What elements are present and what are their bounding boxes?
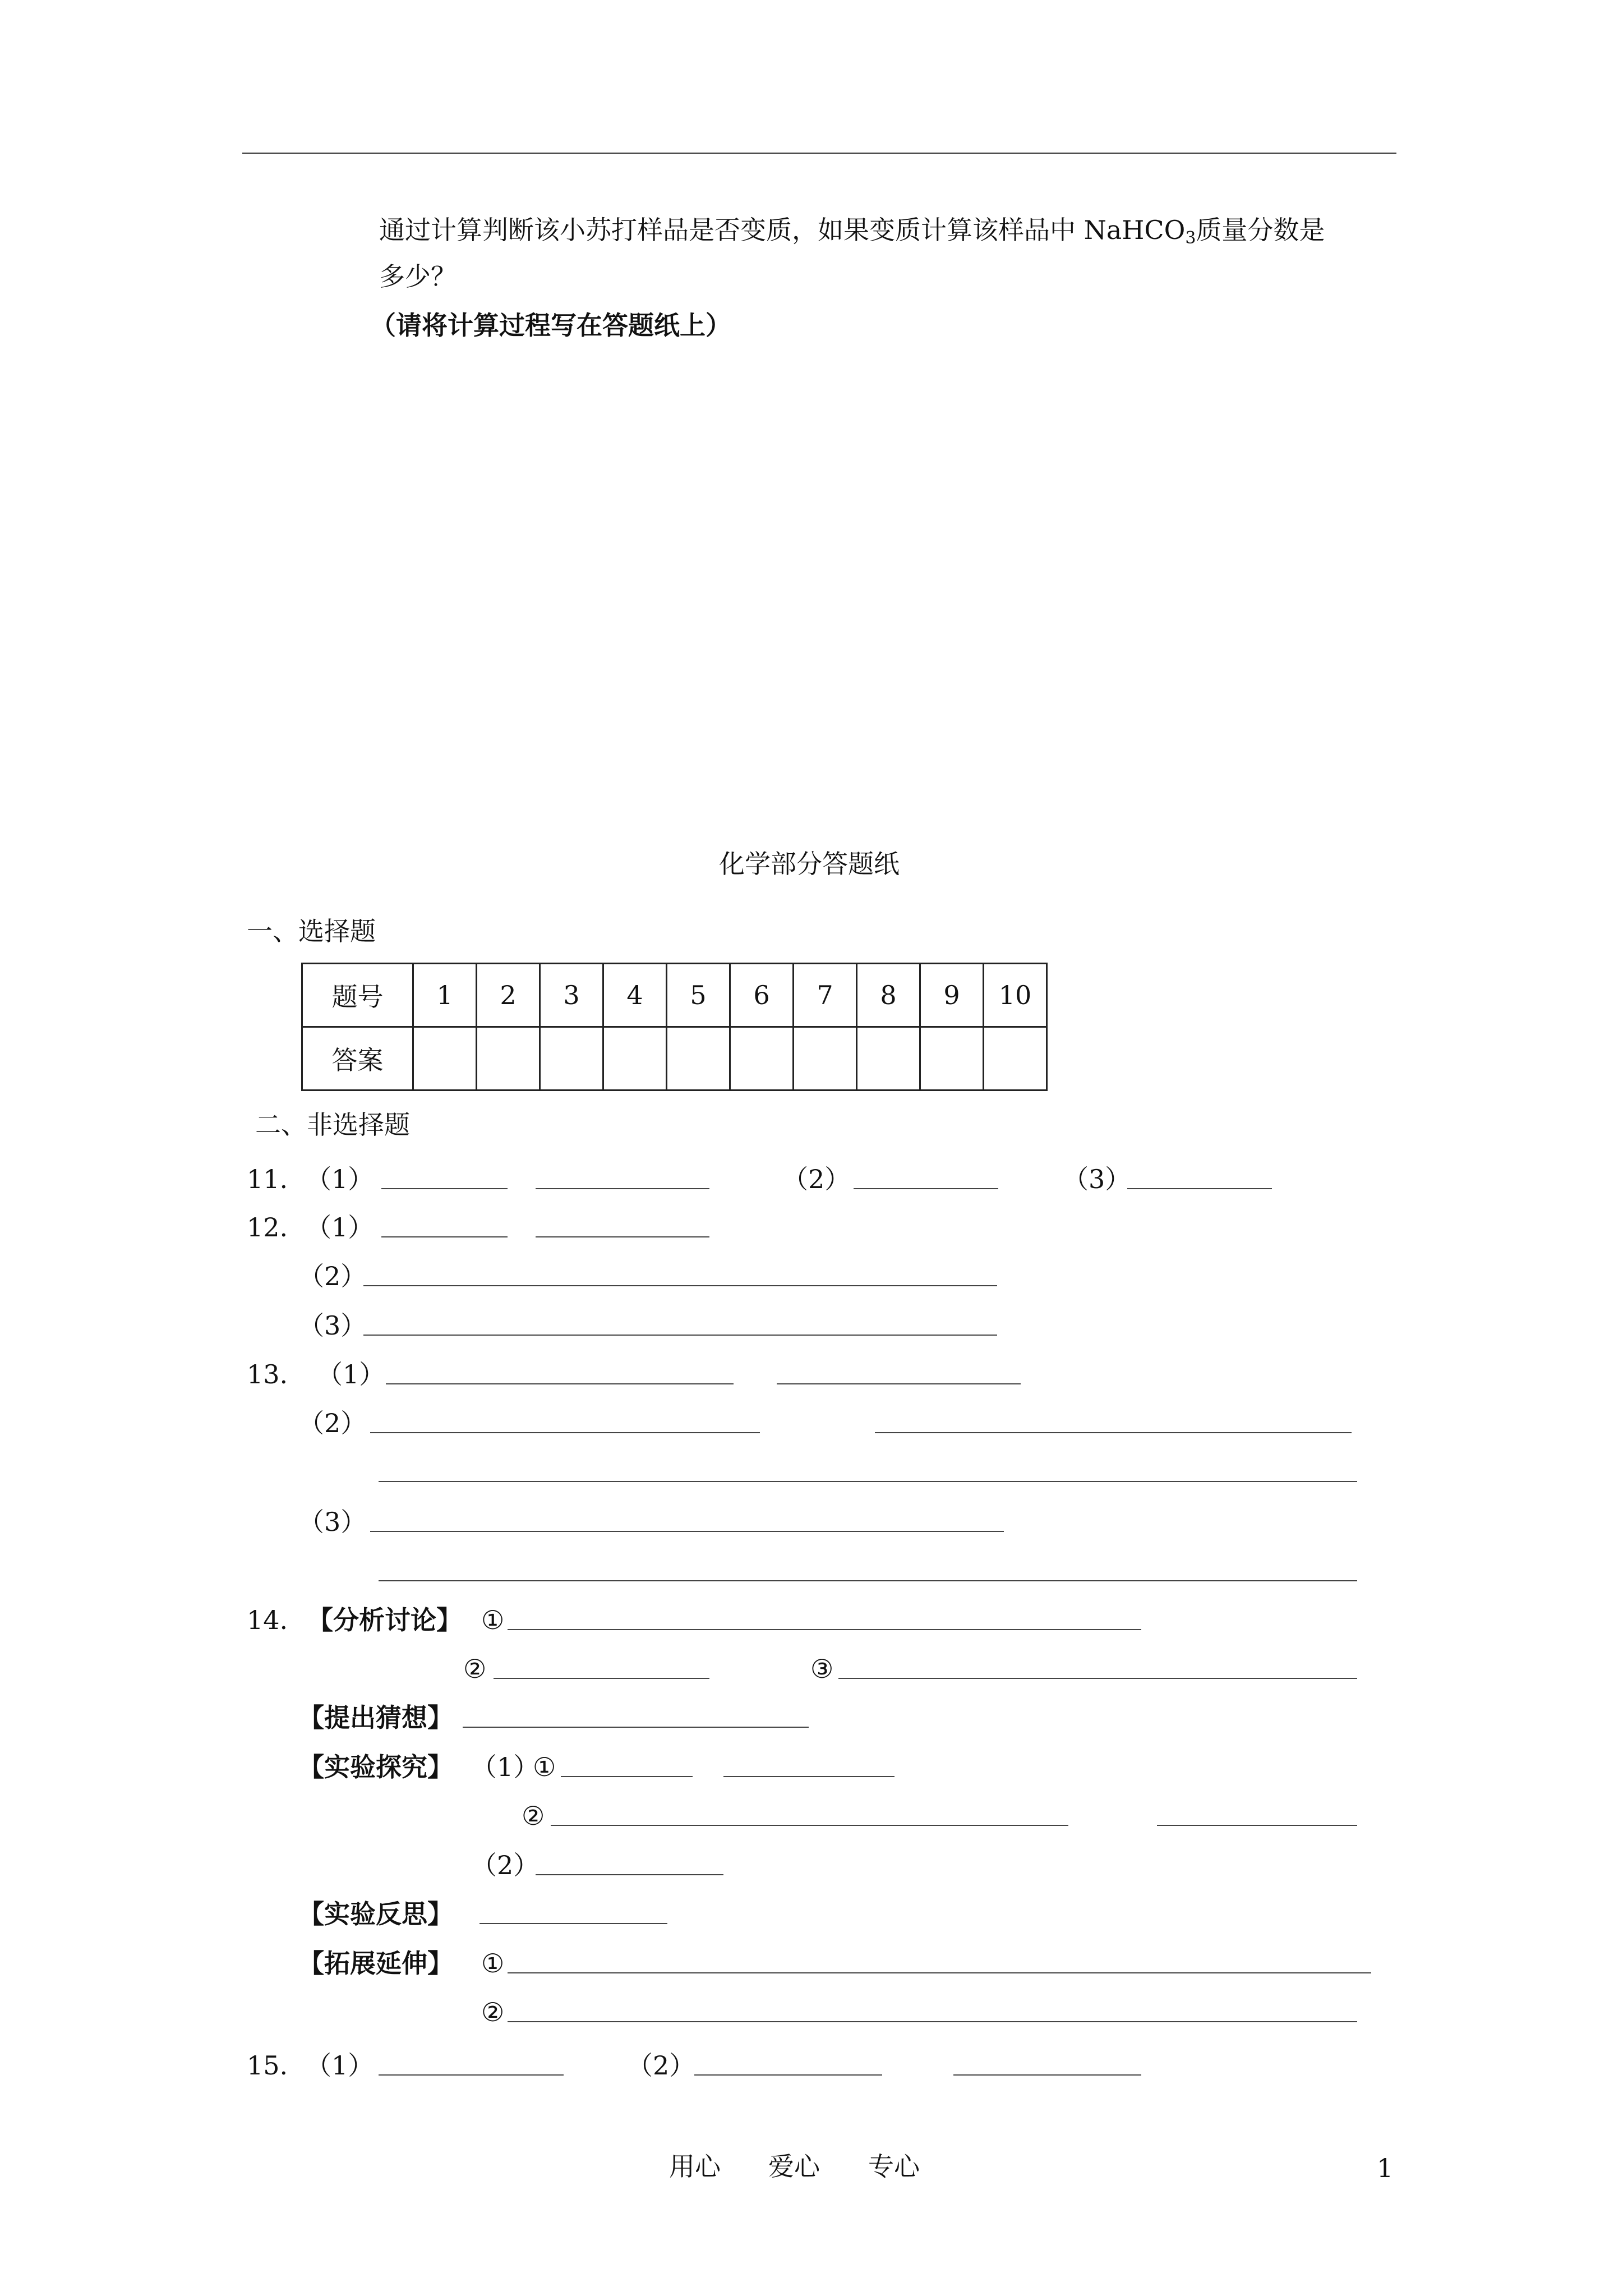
table-cell-number: 4 bbox=[603, 964, 667, 1027]
table-cell-number: 3 bbox=[540, 964, 603, 1027]
answer-cell[interactable] bbox=[540, 1027, 603, 1091]
q14-blank-reflection[interactable] bbox=[479, 1923, 667, 1924]
footer-text-2: 爱心 bbox=[768, 2151, 820, 2182]
question-line-2: 多少？ bbox=[379, 261, 457, 292]
q14-analysis-label: 【分析讨论】 bbox=[307, 1605, 462, 1635]
answer-cell[interactable] bbox=[730, 1027, 794, 1091]
question-line-1: 通过计算判断该小苏打样品是否变质，如果变质计算该样品中 NaHCO$_3$质量分数是 bbox=[379, 215, 1325, 248]
q14-blank-analysis-3[interactable] bbox=[838, 1678, 1357, 1679]
table-header-answer: 答案 bbox=[302, 1027, 413, 1091]
q14-reflection-label: 【实验反思】 bbox=[298, 1899, 453, 1929]
q13-blank-2b[interactable] bbox=[875, 1432, 1352, 1433]
answer-cell[interactable] bbox=[857, 1027, 920, 1091]
q14-blank-exp-3[interactable] bbox=[536, 1874, 723, 1875]
q11-part1-label: （1） bbox=[306, 1164, 374, 1194]
q14-blank-analysis-2[interactable] bbox=[494, 1678, 709, 1679]
q14-experiment-label: 【实验探究】 bbox=[298, 1752, 453, 1782]
q15-number: 15. bbox=[247, 2050, 288, 2081]
q11-part3-label: （3） bbox=[1063, 1164, 1131, 1194]
q15-part2-label: （2） bbox=[627, 2050, 695, 2081]
header-rule bbox=[242, 153, 1396, 154]
q12-part1-label: （1） bbox=[306, 1212, 374, 1243]
q15-blank-2a[interactable] bbox=[694, 2074, 882, 2076]
q11-blank-2[interactable] bbox=[854, 1188, 998, 1189]
section-choice-title: 一、选择题 bbox=[247, 916, 376, 946]
answer-cell[interactable] bbox=[477, 1027, 540, 1091]
q13-blank-3a[interactable] bbox=[370, 1531, 1004, 1532]
q14-ext-circle-1: ① bbox=[481, 1948, 505, 1978]
q14-blank-extension-1[interactable] bbox=[508, 1972, 1371, 1973]
q13-blank-1a[interactable] bbox=[386, 1383, 734, 1384]
q12-blank-1b[interactable] bbox=[536, 1236, 709, 1237]
table-cell-number: 9 bbox=[920, 964, 984, 1027]
answer-sheet-title: 化学部分答题纸 bbox=[719, 849, 900, 879]
q13-part3-label: （3） bbox=[298, 1507, 367, 1537]
section-nonchoice-title: 二、非选择题 bbox=[255, 1110, 410, 1140]
answer-cell[interactable] bbox=[413, 1027, 477, 1091]
q14-blank-exp-1a[interactable] bbox=[561, 1776, 693, 1777]
q14-blank-exp-2b[interactable] bbox=[1157, 1825, 1357, 1826]
answer-cell[interactable] bbox=[920, 1027, 984, 1091]
table-cell-number: 8 bbox=[857, 964, 920, 1027]
q12-part2-label: （2） bbox=[298, 1261, 367, 1291]
question-note: （请将计算过程写在答题纸上） bbox=[370, 310, 731, 341]
q14-extension-label: 【拓展延伸】 bbox=[298, 1948, 453, 1978]
footer-text-3: 专心 bbox=[868, 2151, 920, 2182]
table-cell-number: 7 bbox=[794, 964, 857, 1027]
q14-exp-circle-1: ① bbox=[533, 1752, 556, 1782]
footer-text-1: 用心 bbox=[669, 2151, 721, 2182]
q14-circle-3: ③ bbox=[810, 1654, 834, 1684]
q14-blank-exp-2a[interactable] bbox=[551, 1825, 1068, 1826]
q11-part2-label: （2） bbox=[782, 1164, 851, 1194]
table-cell-number: 1 bbox=[413, 964, 477, 1027]
q13-blank-2c[interactable] bbox=[379, 1481, 1357, 1482]
answer-cell[interactable] bbox=[794, 1027, 857, 1091]
q11-blank-1b[interactable] bbox=[536, 1188, 709, 1189]
q15-part1-label: （1） bbox=[306, 2050, 374, 2081]
q12-blank-3[interactable] bbox=[363, 1335, 997, 1336]
answer-cell[interactable] bbox=[984, 1027, 1047, 1091]
q15-blank-2b[interactable] bbox=[953, 2074, 1141, 2076]
q12-blank-1a[interactable] bbox=[381, 1236, 508, 1237]
q14-blank-hypothesis[interactable] bbox=[463, 1727, 809, 1728]
answer-cell[interactable] bbox=[603, 1027, 667, 1091]
q14-blank-analysis-1[interactable] bbox=[508, 1629, 1141, 1630]
q15-blank-1[interactable] bbox=[379, 2074, 564, 2076]
q14-exp-circle-2: ② bbox=[522, 1801, 545, 1831]
q14-ext-circle-2: ② bbox=[481, 1997, 505, 2027]
q13-part1-label: （1） bbox=[317, 1359, 385, 1389]
table-cell-number: 6 bbox=[730, 964, 794, 1027]
q14-number: 14. bbox=[247, 1605, 288, 1635]
answer-table bbox=[301, 963, 1048, 1091]
q12-number: 12. bbox=[247, 1212, 288, 1243]
q14-circle-2: ② bbox=[463, 1654, 487, 1684]
table-cell-number: 2 bbox=[477, 964, 540, 1027]
q11-blank-1a[interactable] bbox=[381, 1188, 508, 1189]
q13-part2-label: （2） bbox=[298, 1408, 367, 1438]
q13-blank-1b[interactable] bbox=[777, 1383, 1021, 1384]
q14-blank-exp-1b[interactable] bbox=[723, 1776, 895, 1777]
q14-hypothesis-label: 【提出猜想】 bbox=[298, 1703, 453, 1733]
q11-blank-3[interactable] bbox=[1127, 1188, 1272, 1189]
table-header-number: 题号 bbox=[302, 964, 413, 1027]
q14-blank-extension-2[interactable] bbox=[508, 2021, 1357, 2022]
table-cell-number: 10 bbox=[984, 964, 1047, 1027]
q14-circle-1: ① bbox=[481, 1605, 505, 1635]
q14-exp-part1-label: （1） bbox=[471, 1752, 540, 1782]
q13-number: 13. bbox=[247, 1359, 288, 1389]
table-cell-number: 5 bbox=[667, 964, 730, 1027]
q13-blank-3b[interactable] bbox=[379, 1580, 1357, 1581]
q12-blank-2[interactable] bbox=[363, 1285, 997, 1286]
table-row-numbers bbox=[302, 964, 1047, 1027]
q13-blank-2a[interactable] bbox=[370, 1432, 760, 1433]
page-number: 1 bbox=[1377, 2153, 1394, 2183]
q14-exp-part2-label: （2） bbox=[471, 1850, 540, 1880]
answer-cell[interactable] bbox=[667, 1027, 730, 1091]
q11-number: 11. bbox=[247, 1164, 288, 1194]
table-row-answers bbox=[302, 1027, 1047, 1091]
q12-part3-label: （3） bbox=[298, 1310, 367, 1341]
